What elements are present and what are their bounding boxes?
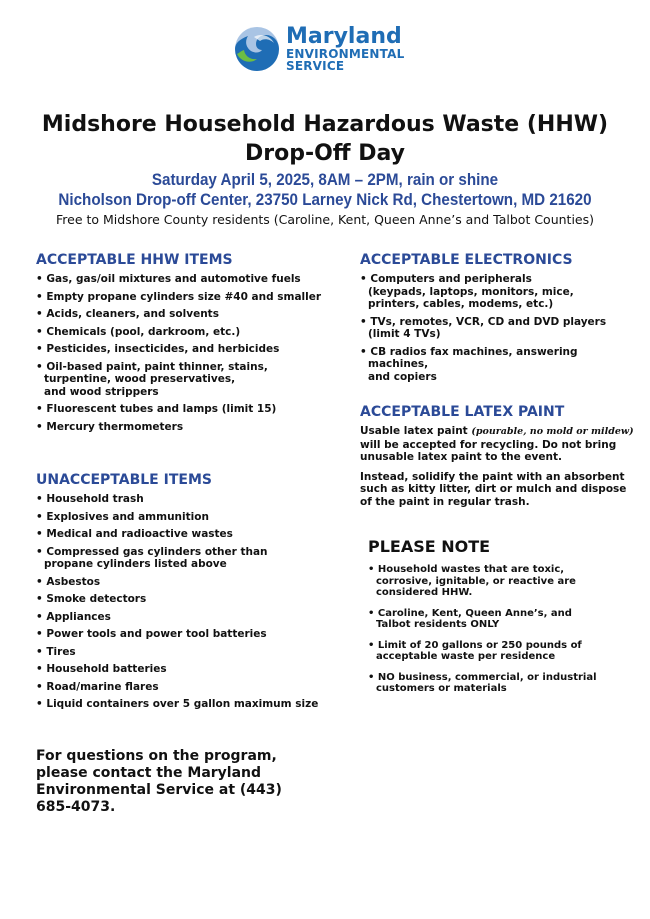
list-item: • Household batteries: [36, 663, 336, 676]
contact-info: For questions on the program, please contact the Maryland Environmental Service at (443) 685-4073.: [36, 748, 282, 815]
list-item: • Liquid containers over 5 gallon maximum size: [36, 698, 336, 711]
section-heading: UNACCEPTABLE ITEMS: [36, 472, 212, 488]
list-item: • Gas, gas/oil mixtures and automotive fuels: [36, 273, 336, 286]
list-item: • Household trash: [36, 493, 336, 506]
mes-logo: [234, 26, 404, 72]
acceptable-hhw-list: [36, 273, 336, 433]
list-item: • Medical and radioactive wastes: [36, 528, 336, 541]
electronics-section: [360, 252, 640, 388]
title-line2: Drop-Off Day: [244, 141, 406, 166]
electronics-list: [360, 273, 640, 383]
page-title: [0, 110, 650, 168]
latex-paragraph-1: [360, 425, 640, 464]
logo-name: Maryland: [286, 24, 402, 49]
list-item: • TVs, remotes, VCR, CD and DVD players (limit 4 TVs): [360, 316, 640, 341]
acceptable-hhw-section: [36, 252, 336, 438]
section-heading: ACCEPTABLE LATEX PAINT: [360, 404, 565, 420]
list-item: • NO business, commercial, or industrial customers or materials: [368, 672, 638, 695]
title-line1: Midshore Household Hazardous Waste (HHW): [41, 112, 609, 137]
unacceptable-list: [36, 493, 336, 711]
text: Usable latex paint: [360, 425, 472, 437]
list-item: • Empty propane cylinders size #40 and smaller: [36, 291, 336, 304]
latex-condition-note: (pourable, no mold or mildew): [471, 426, 634, 437]
event-location: Nicholson Drop-off Center, 23750 Larney Nick Rd, Chestertown, MD 21620: [58, 191, 592, 209]
note-list: [368, 564, 638, 695]
event-date: Saturday April 5, 2025, 8AM – 2PM, rain or shine: [151, 171, 499, 189]
list-item: • Caroline, Kent, Queen Anne’s, and Talbot residents ONLY: [368, 608, 638, 631]
please-note-section: [368, 537, 638, 704]
list-item: • Household wastes that are toxic, corrosive, ignitable, or reactive are considered HHW.: [368, 564, 638, 599]
list-item: • Road/marine flares: [36, 681, 336, 694]
section-heading: ACCEPTABLE ELECTRONICS: [360, 252, 573, 268]
logo-line2: ENVIRONMENTAL: [286, 47, 405, 61]
unacceptable-section: [36, 472, 336, 716]
section-heading: ACCEPTABLE HHW ITEMS: [36, 252, 233, 268]
list-item: • Limit of 20 gallons or 250 pounds of acceptable waste per residence: [368, 640, 638, 663]
section-heading: PLEASE NOTE: [368, 537, 491, 556]
list-item: • Fluorescent tubes and lamps (limit 15): [36, 403, 336, 416]
logo-line3: SERVICE: [286, 59, 345, 73]
list-item: • Smoke detectors: [36, 593, 336, 606]
list-item: • Chemicals (pool, darkroom, etc.): [36, 326, 336, 339]
list-item: • Computers and peripherals (keypads, laptops, monitors, mice, printers, cables, modems, etc.): [360, 273, 640, 311]
list-item: • Pesticides, insecticides, and herbicides: [36, 343, 336, 356]
latex-section: [360, 404, 640, 515]
list-item: • Compressed gas cylinders other than propane cylinders listed above: [36, 546, 336, 571]
list-item: • Appliances: [36, 611, 336, 624]
list-item: • Mercury thermometers: [36, 421, 336, 434]
list-item: • Acids, cleaners, and solvents: [36, 308, 336, 321]
list-item: • Explosives and ammunition: [36, 511, 336, 524]
list-item: • Oil-based paint, paint thinner, stains, turpentine, wood preservatives, and wood strippers: [36, 361, 336, 399]
eligibility-text: Free to Midshore County residents (Caroline, Kent, Queen Anne’s and Talbot Counties): [55, 212, 594, 227]
swirl-logo-icon: [234, 26, 280, 72]
list-item: • Asbestos: [36, 576, 336, 589]
list-item: • Tires: [36, 646, 336, 659]
list-item: • Power tools and power tool batteries: [36, 628, 336, 641]
list-item: • CB radios fax machines, answering machines, and copiers: [360, 346, 640, 384]
latex-paragraph-2: Instead, solidify the paint with an absorbent such as kitty litter, dirt or mulch and dispose of the paint in regular trash.: [360, 470, 627, 508]
text: will be accepted for recycling. Do not bring unusable latex paint to the event.: [360, 438, 617, 463]
